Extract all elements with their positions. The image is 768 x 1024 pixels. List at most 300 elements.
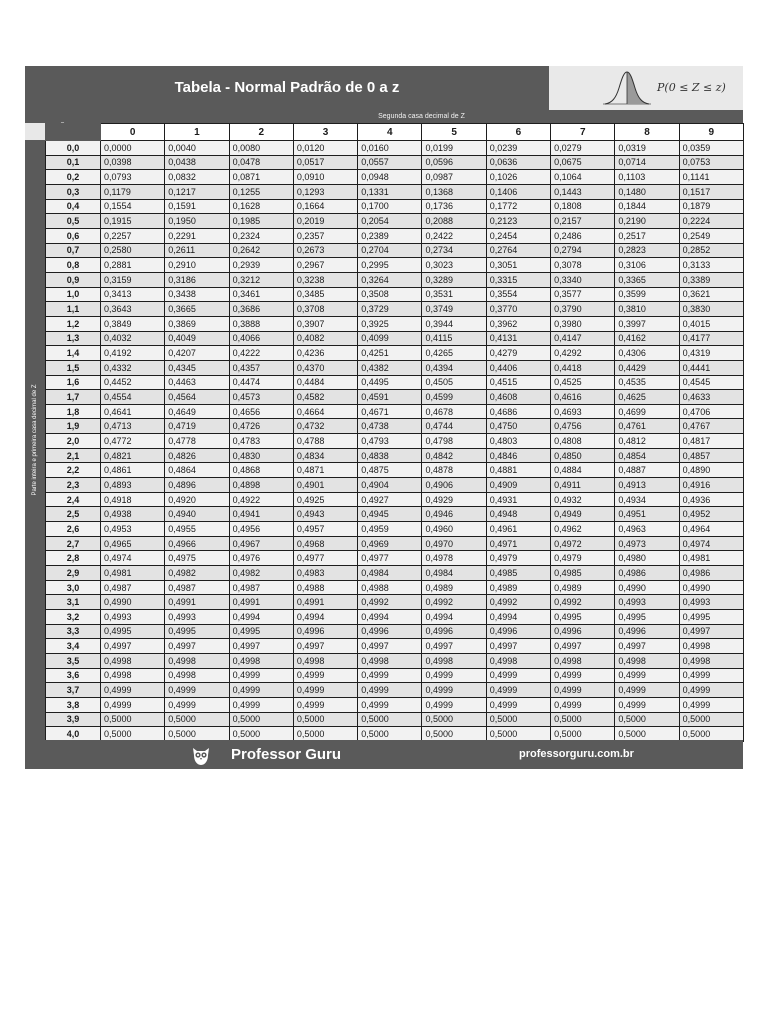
table-cell: 0,4985 xyxy=(551,566,615,581)
table-row xyxy=(46,155,744,170)
row-header-z: 0,1 xyxy=(46,155,101,170)
table-cell: 0,3485 xyxy=(293,287,357,302)
table-cell: 0,4463 xyxy=(165,375,229,390)
page-title: Tabela - Normal Padrão de 0 a z xyxy=(174,79,400,96)
table-cell: 0,4931 xyxy=(486,492,550,507)
table-cell: 0,4959 xyxy=(358,522,422,537)
table-cell: 0,4941 xyxy=(229,507,293,522)
table-cell: 0,3531 xyxy=(422,287,486,302)
row-header-z: 3,4 xyxy=(46,639,101,654)
table-cell: 0,4817 xyxy=(679,434,743,449)
table-cell: 0,4995 xyxy=(615,610,679,625)
table-cell: 0,4207 xyxy=(165,346,229,361)
row-header-z: 0,9 xyxy=(46,272,101,287)
table-cell: 0,4962 xyxy=(551,522,615,537)
table-cell: 0,3830 xyxy=(679,302,743,317)
table-cell: 0,1406 xyxy=(486,184,550,199)
table-row xyxy=(46,331,744,346)
table-cell: 0,4147 xyxy=(551,331,615,346)
table-cell: 0,4881 xyxy=(486,463,550,478)
table-cell: 0,4977 xyxy=(293,551,357,566)
table-cell: 0,3729 xyxy=(358,302,422,317)
table-cell: 0,2389 xyxy=(358,228,422,243)
table-cell: 0,4756 xyxy=(551,419,615,434)
table-row xyxy=(46,522,744,537)
table-cell: 0,4788 xyxy=(293,434,357,449)
table-cell: 0,3749 xyxy=(422,302,486,317)
column-header: 1 xyxy=(165,124,229,141)
table-cell: 0,4980 xyxy=(615,551,679,566)
table-cell: 0,5000 xyxy=(615,712,679,727)
column-header: 4 xyxy=(358,124,422,141)
row-header-z: 1,6 xyxy=(46,375,101,390)
table-cell: 0,4846 xyxy=(486,448,550,463)
table-cell: 0,4997 xyxy=(101,639,165,654)
table-cell: 0,4990 xyxy=(101,595,165,610)
table-cell: 0,4279 xyxy=(486,346,550,361)
table-cell: 0,4406 xyxy=(486,360,550,375)
row-header-z: 4,0 xyxy=(46,727,101,742)
row-header-z: 2,2 xyxy=(46,463,101,478)
table-cell: 0,4996 xyxy=(358,624,422,639)
table-row xyxy=(46,390,744,405)
table-cell: 0,4929 xyxy=(422,492,486,507)
table-cell: 0,4999 xyxy=(358,697,422,712)
table-row xyxy=(46,141,744,156)
table-cell: 0,0478 xyxy=(229,155,293,170)
table-cell: 0,4452 xyxy=(101,375,165,390)
table-cell: 0,3888 xyxy=(229,316,293,331)
table-cell: 0,2224 xyxy=(679,214,743,229)
table-cell: 0,3980 xyxy=(551,316,615,331)
website-link[interactable]: professorguru.com.br xyxy=(519,748,634,760)
row-header-z: 3,8 xyxy=(46,697,101,712)
table-cell: 0,4990 xyxy=(615,580,679,595)
table-cell: 0,4938 xyxy=(101,507,165,522)
table-cell: 0,2357 xyxy=(293,228,357,243)
table-row xyxy=(46,404,744,419)
table-cell: 0,5000 xyxy=(422,712,486,727)
table-cell: 0,3997 xyxy=(615,316,679,331)
table-cell: 0,4999 xyxy=(679,668,743,683)
table-row xyxy=(46,184,744,199)
table-cell: 0,4993 xyxy=(679,595,743,610)
table-cell: 0,5000 xyxy=(293,712,357,727)
row-header-z: 2,4 xyxy=(46,492,101,507)
table-cell: 0,4803 xyxy=(486,434,550,449)
row-header-z: 0,6 xyxy=(46,228,101,243)
table-cell: 0,4345 xyxy=(165,360,229,375)
table-cell: 0,4995 xyxy=(165,624,229,639)
table-row xyxy=(46,360,744,375)
table-cell: 0,4999 xyxy=(486,668,550,683)
table-cell: 0,4830 xyxy=(229,448,293,463)
table-cell: 0,4525 xyxy=(551,375,615,390)
table-cell: 0,4995 xyxy=(679,610,743,625)
table-cell: 0,4981 xyxy=(101,566,165,581)
row-header-z: 2,6 xyxy=(46,522,101,537)
table-cell: 0,0596 xyxy=(422,155,486,170)
table-cell: 0,5000 xyxy=(551,727,615,742)
table-cell: 0,4887 xyxy=(615,463,679,478)
table-cell: 0,4999 xyxy=(615,668,679,683)
table-cell: 0,4997 xyxy=(422,639,486,654)
table-cell: 0,1026 xyxy=(486,170,550,185)
table-cell: 0,2291 xyxy=(165,228,229,243)
table-cell: 0,4999 xyxy=(615,697,679,712)
table-cell: 0,3413 xyxy=(101,287,165,302)
table-cell: 0,0279 xyxy=(551,141,615,156)
table-body xyxy=(46,141,744,742)
column-header: 7 xyxy=(551,124,615,141)
table-cell: 0,4649 xyxy=(165,404,229,419)
row-header-z: 2,1 xyxy=(46,448,101,463)
table-cell: 0,4973 xyxy=(615,536,679,551)
table-cell: 0,4726 xyxy=(229,419,293,434)
table-cell: 0,4999 xyxy=(229,683,293,698)
table-cell: 0,4961 xyxy=(486,522,550,537)
table-cell: 0,4992 xyxy=(358,595,422,610)
table-cell: 0,4995 xyxy=(101,624,165,639)
table-cell: 0,4998 xyxy=(165,668,229,683)
table-cell: 0,5000 xyxy=(422,727,486,742)
table-cell: 0,4608 xyxy=(486,390,550,405)
row-header-z: 0,3 xyxy=(46,184,101,199)
table-cell: 0,2088 xyxy=(422,214,486,229)
owl-logo-icon xyxy=(189,743,213,767)
table-row xyxy=(46,228,744,243)
table-cell: 0,0832 xyxy=(165,170,229,185)
table-cell: 0,4997 xyxy=(358,639,422,654)
row-header-z: 3,6 xyxy=(46,668,101,683)
table-cell: 0,4993 xyxy=(615,595,679,610)
table-cell: 0,4999 xyxy=(679,697,743,712)
table-cell: 0,4999 xyxy=(101,697,165,712)
table-cell: 0,4918 xyxy=(101,492,165,507)
table-cell: 0,1480 xyxy=(615,184,679,199)
table-cell: 0,3554 xyxy=(486,287,550,302)
table-cell: 0,5000 xyxy=(486,727,550,742)
table-cell: 0,0080 xyxy=(229,141,293,156)
table-cell: 0,3708 xyxy=(293,302,357,317)
table-cell: 0,4994 xyxy=(358,610,422,625)
row-header-z: 0,0 xyxy=(46,141,101,156)
table-cell: 0,4292 xyxy=(551,346,615,361)
column-header: 8 xyxy=(615,124,679,141)
table-cell: 0,4997 xyxy=(229,639,293,654)
row-header-z: 0,7 xyxy=(46,243,101,258)
table-cell: 0,4986 xyxy=(679,566,743,581)
table-cell: 0,5000 xyxy=(486,712,550,727)
table-cell: 0,3944 xyxy=(422,316,486,331)
table-cell: 0,4265 xyxy=(422,346,486,361)
table-cell: 0,4975 xyxy=(165,551,229,566)
table-cell: 0,4812 xyxy=(615,434,679,449)
row-header-z: 3,3 xyxy=(46,624,101,639)
table-cell: 0,4015 xyxy=(679,316,743,331)
table-cell: 0,4713 xyxy=(101,419,165,434)
table-cell: 0,5000 xyxy=(679,712,743,727)
table-cell: 0,4995 xyxy=(229,624,293,639)
table-cell: 0,4936 xyxy=(679,492,743,507)
table-cell: 0,4850 xyxy=(551,448,615,463)
table-cell: 0,4977 xyxy=(358,551,422,566)
table-cell: 0,3790 xyxy=(551,302,615,317)
table-cell: 0,4192 xyxy=(101,346,165,361)
table-cell: 0,1368 xyxy=(422,184,486,199)
table-cell: 0,4925 xyxy=(293,492,357,507)
table-cell: 0,0319 xyxy=(615,141,679,156)
table-cell: 0,4994 xyxy=(293,610,357,625)
row-header-z: 3,5 xyxy=(46,653,101,668)
table-cell: 0,3389 xyxy=(679,272,743,287)
table-cell: 0,0160 xyxy=(358,141,422,156)
table-cell: 0,4222 xyxy=(229,346,293,361)
z-table xyxy=(45,123,744,742)
table-cell: 0,4999 xyxy=(679,683,743,698)
table-cell: 0,4999 xyxy=(101,683,165,698)
table-cell: 0,2967 xyxy=(293,258,357,273)
table-cell: 0,4990 xyxy=(679,580,743,595)
table-row xyxy=(46,478,744,493)
table-cell: 0,4927 xyxy=(358,492,422,507)
table-row xyxy=(46,463,744,478)
table-cell: 0,4049 xyxy=(165,331,229,346)
table-cell: 0,4066 xyxy=(229,331,293,346)
table-cell: 0,4982 xyxy=(165,566,229,581)
table-cell: 0,4906 xyxy=(422,478,486,493)
table-cell: 0,2190 xyxy=(615,214,679,229)
table-cell: 0,4932 xyxy=(551,492,615,507)
row-header-z: 0,5 xyxy=(46,214,101,229)
row-header-z: 2,9 xyxy=(46,566,101,581)
table-cell: 0,4978 xyxy=(422,551,486,566)
row-header-z: 1,2 xyxy=(46,316,101,331)
table-cell: 0,4913 xyxy=(615,478,679,493)
table-cell: 0,4236 xyxy=(293,346,357,361)
table-cell: 0,4981 xyxy=(679,551,743,566)
table-cell: 0,2794 xyxy=(551,243,615,258)
table-cell: 0,0714 xyxy=(615,155,679,170)
table-cell: 0,4418 xyxy=(551,360,615,375)
table-row xyxy=(46,712,744,727)
table-cell: 0,4394 xyxy=(422,360,486,375)
table-cell: 0,4999 xyxy=(486,683,550,698)
table-cell: 0,4778 xyxy=(165,434,229,449)
table-cell: 0,4984 xyxy=(422,566,486,581)
table-cell: 0,4871 xyxy=(293,463,357,478)
table-cell: 0,4633 xyxy=(679,390,743,405)
table-cell: 0,1179 xyxy=(101,184,165,199)
table-cell: 0,4994 xyxy=(229,610,293,625)
header-corner xyxy=(46,124,101,141)
table-cell: 0,4993 xyxy=(165,610,229,625)
table-cell: 0,3106 xyxy=(615,258,679,273)
row-header-z: 3,1 xyxy=(46,595,101,610)
table-cell: 0,4898 xyxy=(229,478,293,493)
table-cell: 0,4957 xyxy=(293,522,357,537)
table-cell: 0,4994 xyxy=(486,610,550,625)
table-cell: 0,3159 xyxy=(101,272,165,287)
table-cell: 0,4857 xyxy=(679,448,743,463)
table-cell: 0,4999 xyxy=(293,668,357,683)
table-cell: 0,4890 xyxy=(679,463,743,478)
table-cell: 0,4901 xyxy=(293,478,357,493)
table-cell: 0,4979 xyxy=(486,551,550,566)
table-cell: 0,4992 xyxy=(486,595,550,610)
table-cell: 0,3340 xyxy=(551,272,615,287)
row-header-z: 1,5 xyxy=(46,360,101,375)
row-header-z: 1,3 xyxy=(46,331,101,346)
row-header-z: 3,0 xyxy=(46,580,101,595)
table-row xyxy=(46,346,744,361)
table-cell: 0,4357 xyxy=(229,360,293,375)
table-cell: 0,4967 xyxy=(229,536,293,551)
table-cell: 0,1103 xyxy=(615,170,679,185)
table-cell: 0,4864 xyxy=(165,463,229,478)
table-cell: 0,4946 xyxy=(422,507,486,522)
table-row xyxy=(46,580,744,595)
table-cell: 0,4115 xyxy=(422,331,486,346)
table-cell: 0,1554 xyxy=(101,199,165,214)
table-cell: 0,4750 xyxy=(486,419,550,434)
table-cell: 0,4686 xyxy=(486,404,550,419)
row-header-z: 3,2 xyxy=(46,610,101,625)
table-cell: 0,4719 xyxy=(165,419,229,434)
table-cell: 0,4671 xyxy=(358,404,422,419)
table-cell: 0,2549 xyxy=(679,228,743,243)
table-cell: 0,4693 xyxy=(551,404,615,419)
table-cell: 0,4370 xyxy=(293,360,357,375)
table-cell: 0,5000 xyxy=(101,727,165,742)
table-cell: 0,1700 xyxy=(358,199,422,214)
table-cell: 0,4966 xyxy=(165,536,229,551)
table-cell: 0,4955 xyxy=(165,522,229,537)
table-cell: 0,4943 xyxy=(293,507,357,522)
table-cell: 0,3508 xyxy=(358,287,422,302)
row-header-z: 2,3 xyxy=(46,478,101,493)
table-cell: 0,4625 xyxy=(615,390,679,405)
table-cell: 0,4999 xyxy=(165,683,229,698)
table-cell: 0,0871 xyxy=(229,170,293,185)
table-cell: 0,4992 xyxy=(422,595,486,610)
normal-curve-icon xyxy=(601,68,653,108)
table-cell: 0,4999 xyxy=(229,668,293,683)
table-cell: 0,4893 xyxy=(101,478,165,493)
table-cell: 0,4988 xyxy=(358,580,422,595)
table-cell: 0,0438 xyxy=(165,155,229,170)
table-cell: 0,3962 xyxy=(486,316,550,331)
table-cell: 0,4332 xyxy=(101,360,165,375)
table-cell: 0,4099 xyxy=(358,331,422,346)
table-cell: 0,3577 xyxy=(551,287,615,302)
table-cell: 0,4987 xyxy=(229,580,293,595)
table-cell: 0,4952 xyxy=(679,507,743,522)
table-row xyxy=(46,214,744,229)
table-cell: 0,1808 xyxy=(551,199,615,214)
table-cell: 0,5000 xyxy=(358,727,422,742)
table-cell: 0,4616 xyxy=(551,390,615,405)
table-cell: 0,2939 xyxy=(229,258,293,273)
column-header: 0 xyxy=(101,124,165,141)
column-group-label: Segunda casa decimal de Z xyxy=(378,113,465,120)
table-cell: 0,2517 xyxy=(615,228,679,243)
table-cell: 0,4998 xyxy=(229,653,293,668)
table-cell: 0,4992 xyxy=(551,595,615,610)
row-header-z: 3,7 xyxy=(46,683,101,698)
table-cell: 0,4582 xyxy=(293,390,357,405)
row-header-z: 1,0 xyxy=(46,287,101,302)
table-cell: 0,4767 xyxy=(679,419,743,434)
table-cell: 0,4986 xyxy=(615,566,679,581)
brand-name: Professor Guru xyxy=(231,746,342,763)
table-row xyxy=(46,492,744,507)
table-cell: 0,4599 xyxy=(422,390,486,405)
table-cell: 0,2324 xyxy=(229,228,293,243)
table-row xyxy=(46,536,744,551)
table-cell: 0,4993 xyxy=(101,610,165,625)
table-cell: 0,1736 xyxy=(422,199,486,214)
table-cell: 0,4999 xyxy=(486,697,550,712)
table-cell: 0,4974 xyxy=(101,551,165,566)
row-header-z: 0,8 xyxy=(46,258,101,273)
table-cell: 0,4960 xyxy=(422,522,486,537)
table-cell: 0,4945 xyxy=(358,507,422,522)
table-row xyxy=(46,316,744,331)
table-cell: 0,1772 xyxy=(486,199,550,214)
table-cell: 0,4996 xyxy=(551,624,615,639)
table-row xyxy=(46,302,744,317)
table-cell: 0,4656 xyxy=(229,404,293,419)
table-cell: 0,4999 xyxy=(293,697,357,712)
table-cell: 0,4678 xyxy=(422,404,486,419)
table-row xyxy=(46,551,744,566)
z-table-sheet xyxy=(25,66,743,769)
table-row xyxy=(46,287,744,302)
table-cell: 0,4082 xyxy=(293,331,357,346)
table-cell: 0,4441 xyxy=(679,360,743,375)
table-cell: 0,1628 xyxy=(229,199,293,214)
table-cell: 0,4545 xyxy=(679,375,743,390)
table-cell: 0,1879 xyxy=(679,199,743,214)
table-cell: 0,5000 xyxy=(229,727,293,742)
side-strip xyxy=(25,140,45,740)
table-cell: 0,4834 xyxy=(293,448,357,463)
table-cell: 0,2257 xyxy=(101,228,165,243)
row-group-label-container xyxy=(25,140,45,740)
table-cell: 0,2019 xyxy=(293,214,357,229)
table-cell: 0,4904 xyxy=(358,478,422,493)
table-cell: 0,4916 xyxy=(679,478,743,493)
table-cell: 0,5000 xyxy=(229,712,293,727)
table-cell: 0,3461 xyxy=(229,287,293,302)
table-cell: 0,4996 xyxy=(615,624,679,639)
table-cell: 0,4319 xyxy=(679,346,743,361)
table-cell: 0,4997 xyxy=(293,639,357,654)
row-group-label: Parte inteira e primeira casa decimal de Z xyxy=(32,384,38,496)
table-row xyxy=(46,697,744,712)
table-cell: 0,4162 xyxy=(615,331,679,346)
table-cell: 0,3438 xyxy=(165,287,229,302)
table-cell: 0,0636 xyxy=(486,155,550,170)
subheader-bar xyxy=(25,110,743,123)
table-cell: 0,2486 xyxy=(551,228,615,243)
table-cell: 0,3810 xyxy=(615,302,679,317)
table-cell: 0,4783 xyxy=(229,434,293,449)
row-header-z: 0,4 xyxy=(46,199,101,214)
table-cell: 0,3078 xyxy=(551,258,615,273)
table-cell: 0,4983 xyxy=(293,566,357,581)
